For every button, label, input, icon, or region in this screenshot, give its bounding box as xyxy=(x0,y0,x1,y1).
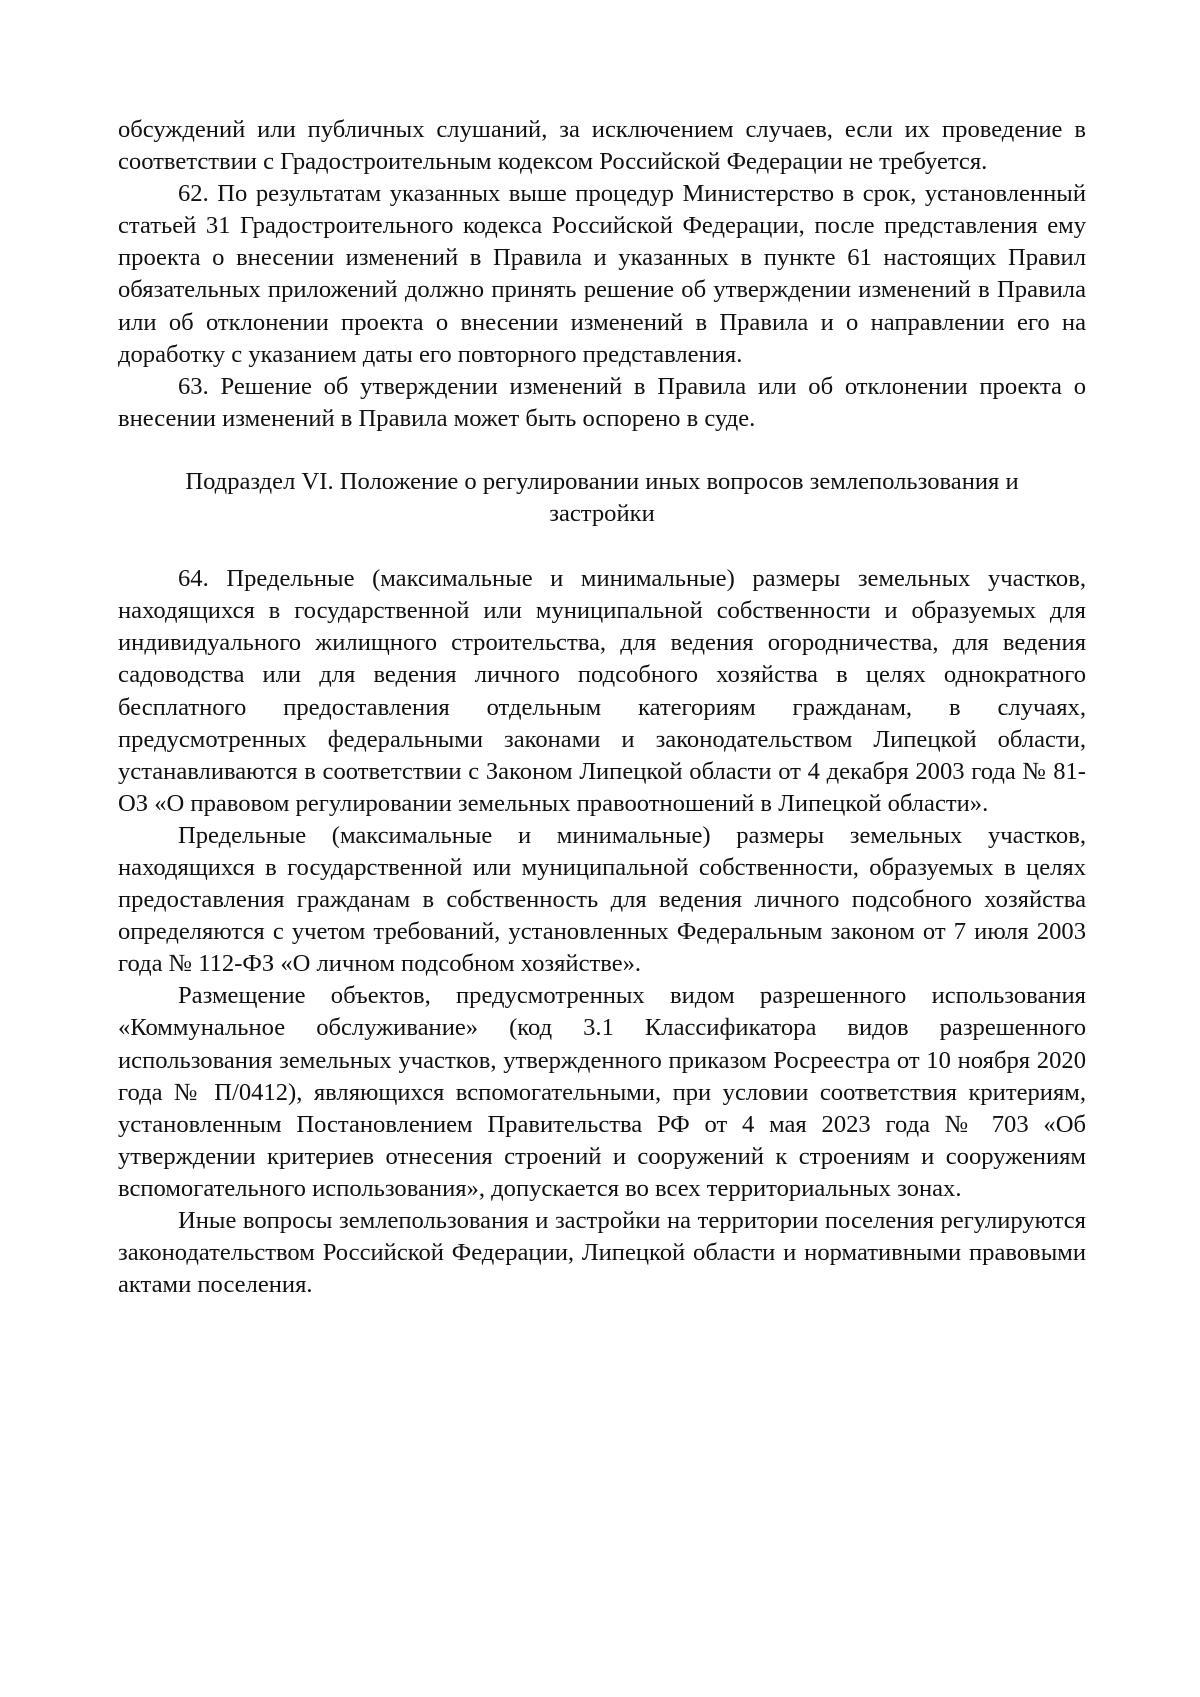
paragraph-land-plot-sizes: Предельные (максимальные и минимальные) размеры земельных участков, находящихся в государственной или муниципальной собственности, образуемых в целях предоставления гражданам в собственность для ведения личного подсобного хозяйства определяются с учетом требований, установленных Федеральным законом от 7 июля 2003 года № 112-ФЗ «О личном подсобном хозяйстве». xyxy=(118,821,1086,978)
paragraph-other-questions: Иные вопросы землепользования и застройки на территории поселения регулируются законодательством Российской Федерации, Липецкой области и нормативными правовыми актами поселения. xyxy=(118,1207,1086,1299)
paragraph-utility-placement: Размещение объектов, предусмотренных видом разрешенного использования «Коммунальное обслуживание» (код 3.1 Классификатора видов разрешенного использования земельных участков, утвержденного приказом Росреестра от 10 ноября 2020 года № П/0412), являющихся вспомогательными, при условии соответствия критериям, установленным Постановлением Правительства РФ от 4 мая 2023 года № 703 «Об утверждении критериев отнесения строений и сооружений к строениям и сооружениям вспомогательного использования», допускается во всех территориальных зонах. xyxy=(118,982,1086,1202)
paragraph-64: 64. Предельные (максимальные и минимальные) размеры земельных участков, находящихся в государственной или муниципальной собственности и образуемых для индивидуального жилищного строительства, для ведения огородничества, для ведения садоводства или для ведения личного подсобного хозяйства в целях однократного бесплатного предоставления отдельным категориям гражданам, в случаях, предусмотренных федеральными законами и законодательством Липецкой области, устанавливаются в соответствии с Законом Липецкой области от 4 декабря 2003 года № 81-ОЗ «О правовом регулировании земельных правоотношений в Липецкой области». xyxy=(118,565,1086,817)
document-body xyxy=(118,114,1086,1301)
section-heading: Подраздел VI. Положение о регулировании иных вопросов землепользования и застройки xyxy=(185,467,1019,528)
paragraph-62: 62. По результатам указанных выше процедур Министерство в срок, установленный статьей 31 Градостроительного кодекса Российской Федерации, после представления ему проекта о внесении изменений в Правила и указанных в пункте 61 настоящих Правил обязательных приложений должно принять решение об утверждении изменений в Правила или об отклонении проекта о внесении изменений в Правила и о направлении его на доработку с указанием даты его повторного представления. xyxy=(118,180,1086,368)
paragraph-continuation: обсуждений или публичных слушаний, за исключением случаев, если их проведение в соответствии с Градостроительным кодексом Российской Федерации не требуется. xyxy=(118,116,1086,176)
paragraph-63: 63. Решение об утверждении изменений в Правила или об отклонении проекта о внесении изменений в Правила может быть оспорено в суде. xyxy=(118,372,1086,432)
